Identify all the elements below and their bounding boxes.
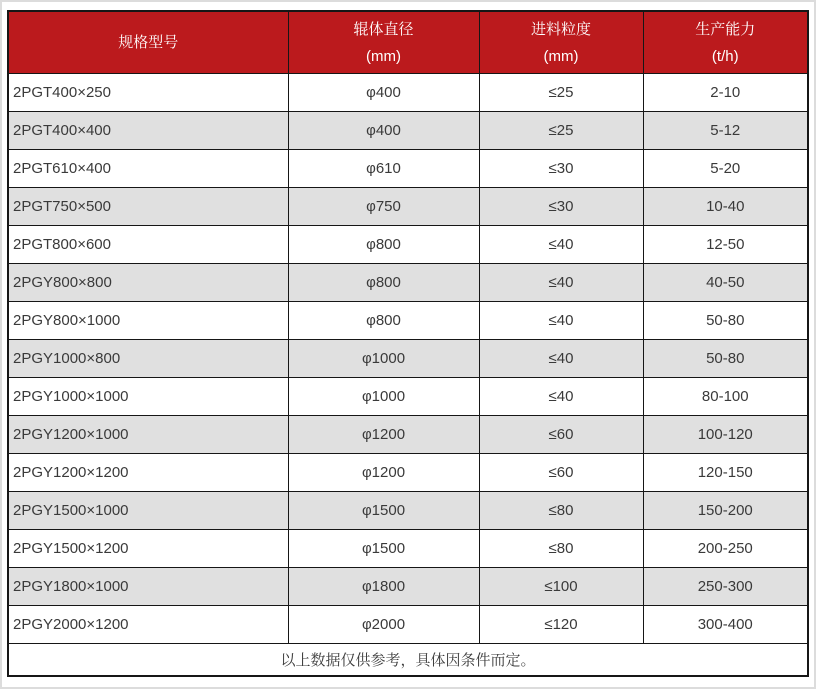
value-cell: φ1800 [288, 568, 479, 606]
spec-table [7, 10, 809, 677]
value-cell: 40-50 [643, 264, 808, 302]
table-footer [8, 644, 808, 677]
model-cell: 2PGY800×1000 [8, 302, 288, 340]
value-cell: ≤80 [479, 492, 643, 530]
spec-table-container [7, 10, 809, 677]
value-cell: φ800 [288, 264, 479, 302]
table-row [8, 74, 808, 112]
model-cell: 2PGY1200×1000 [8, 416, 288, 454]
value-cell: ≤30 [479, 150, 643, 188]
value-cell: ≤40 [479, 264, 643, 302]
value-cell: φ610 [288, 150, 479, 188]
model-cell: 2PGT400×250 [8, 74, 288, 112]
column-header-model [8, 11, 288, 74]
header-line2: (t/h) [711, 47, 739, 65]
value-cell: φ2000 [288, 606, 479, 644]
table-body [8, 74, 808, 644]
table-row [8, 568, 808, 606]
value-cell: φ750 [288, 188, 479, 226]
value-cell: φ400 [288, 74, 479, 112]
table-row [8, 340, 808, 378]
header-line1: 进料粒度 [530, 20, 591, 38]
value-cell: φ1000 [288, 340, 479, 378]
value-cell: φ1500 [288, 492, 479, 530]
value-cell: 50-80 [643, 302, 808, 340]
value-cell: φ1200 [288, 454, 479, 492]
table-row [8, 492, 808, 530]
value-cell: ≤60 [479, 454, 643, 492]
model-cell: 2PGT750×500 [8, 188, 288, 226]
table-row [8, 454, 808, 492]
table-row [8, 302, 808, 340]
value-cell: φ800 [288, 226, 479, 264]
header-line1: 辊体直径 [353, 20, 414, 38]
value-cell: φ1000 [288, 378, 479, 416]
value-cell: φ800 [288, 302, 479, 340]
footer-row [8, 644, 808, 677]
value-cell: 150-200 [643, 492, 808, 530]
value-cell: 12-50 [643, 226, 808, 264]
model-cell: 2PGY1500×1200 [8, 530, 288, 568]
value-cell: φ400 [288, 112, 479, 150]
table-row [8, 264, 808, 302]
value-cell: 120-150 [643, 454, 808, 492]
column-header-capacity [643, 11, 808, 74]
model-cell: 2PGY800×800 [8, 264, 288, 302]
header-line2: (mm) [543, 47, 579, 65]
table-header [8, 11, 808, 74]
value-cell: 100-120 [643, 416, 808, 454]
model-cell: 2PGT800×600 [8, 226, 288, 264]
model-cell: 2PGY1000×1000 [8, 378, 288, 416]
value-cell: 10-40 [643, 188, 808, 226]
value-cell: ≤25 [479, 112, 643, 150]
value-cell: 5-20 [643, 150, 808, 188]
table-row [8, 378, 808, 416]
value-cell: ≤40 [479, 378, 643, 416]
model-cell: 2PGY1200×1200 [8, 454, 288, 492]
column-header-roller-diameter [288, 11, 479, 74]
value-cell: ≤100 [479, 568, 643, 606]
value-cell: 2-10 [643, 74, 808, 112]
table-row [8, 112, 808, 150]
value-cell: 300-400 [643, 606, 808, 644]
model-cell: 2PGY1000×800 [8, 340, 288, 378]
value-cell: 5-12 [643, 112, 808, 150]
value-cell: 50-80 [643, 340, 808, 378]
column-header-feed-size [479, 11, 643, 74]
table-row [8, 188, 808, 226]
table-row [8, 226, 808, 264]
value-cell: ≤25 [479, 74, 643, 112]
table-row [8, 530, 808, 568]
value-cell: 80-100 [643, 378, 808, 416]
table-row [8, 150, 808, 188]
model-cell: 2PGY2000×1200 [8, 606, 288, 644]
value-cell: ≤30 [479, 188, 643, 226]
table-row [8, 416, 808, 454]
header-line2: (mm) [366, 47, 401, 65]
value-cell: ≤80 [479, 530, 643, 568]
header-row [8, 11, 808, 74]
value-cell: ≤60 [479, 416, 643, 454]
model-cell: 2PGY1500×1000 [8, 492, 288, 530]
value-cell: ≤120 [479, 606, 643, 644]
value-cell: φ1200 [288, 416, 479, 454]
header-line1: 规格型号 [118, 34, 179, 51]
model-cell: 2PGY1800×1000 [8, 568, 288, 606]
value-cell: ≤40 [479, 340, 643, 378]
header-line1: 生产能力 [695, 20, 756, 38]
model-cell: 2PGT400×400 [8, 112, 288, 150]
value-cell: φ1500 [288, 530, 479, 568]
model-cell: 2PGT610×400 [8, 150, 288, 188]
value-cell: ≤40 [479, 302, 643, 340]
value-cell: 250-300 [643, 568, 808, 606]
value-cell: 200-250 [643, 530, 808, 568]
value-cell: ≤40 [479, 226, 643, 264]
footer-note: 以上数据仅供参考，具体因条件而定。 [8, 644, 808, 677]
table-row [8, 606, 808, 644]
